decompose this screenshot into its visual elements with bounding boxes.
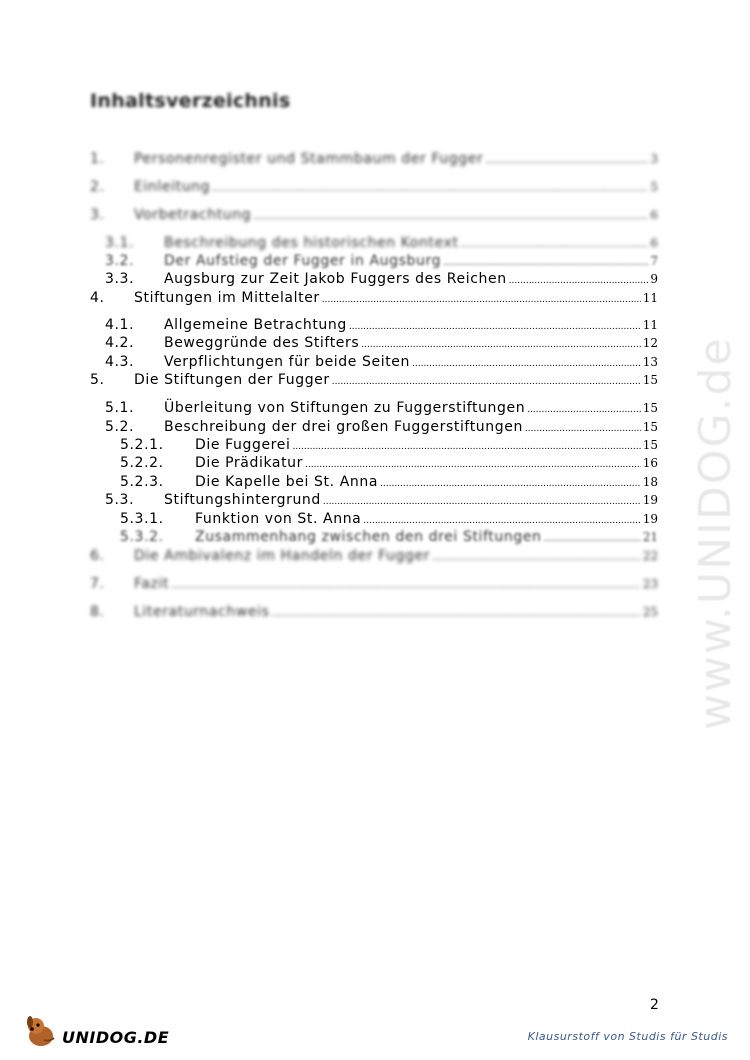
toc-entry-label: Die Kapelle bei St. Anna: [195, 474, 379, 490]
toc-entry: [90, 547, 658, 565]
toc-entry: [105, 252, 658, 270]
toc-entry-label: Literaturnachweis: [134, 604, 270, 620]
toc-entry-page: 15: [642, 438, 658, 452]
toc-entry: [90, 206, 658, 224]
toc-leader-dots: [527, 401, 641, 419]
toc-entry: [105, 418, 658, 436]
toc-entry-label: Zusammenhang zwischen den drei Stiftungen: [195, 529, 542, 545]
toc-entry-page: 11: [642, 318, 658, 332]
toc-leader-dots: [485, 152, 648, 170]
toc-entry: [90, 575, 658, 593]
dog-mascot-icon: [24, 1014, 58, 1048]
toc-entry-label: Die Ambivalenz im Handeln der Fugger: [134, 548, 431, 564]
toc-entry-label: Verpflichtungen für beide Seiten: [164, 354, 410, 370]
toc-entry: [105, 234, 658, 252]
toc-entry-page: 5: [650, 180, 658, 194]
toc-leader-dots: [323, 493, 641, 511]
toc-entry-page: 15: [642, 401, 658, 415]
toc-entry-label: Die Prädikatur: [195, 455, 303, 471]
toc-entry: [120, 510, 658, 528]
toc-entry-number: 5.: [90, 372, 105, 388]
toc-leader-dots: [509, 272, 649, 290]
toc-entry-label: Personenregister und Stammbaum der Fugger: [134, 151, 484, 167]
toc-entry: [105, 334, 658, 352]
toc-entry-number: 1.: [90, 151, 105, 167]
toc-entry-label: Stiftungshintergrund: [164, 492, 321, 508]
toc-entry-number: 2.: [90, 179, 105, 195]
watermark-text: www.UNIDOG.de: [690, 336, 741, 730]
toc-entry-number: 4.1.: [105, 317, 135, 333]
toc-entry: [90, 371, 658, 389]
toc-entry-page: 15: [642, 373, 658, 387]
toc-entry-label: Die Stiftungen der Fugger: [134, 372, 330, 388]
toc-entry-label: Fazit: [134, 576, 170, 592]
toc-entry-number: 4.: [90, 290, 105, 306]
toc-entry-page: 22: [642, 549, 658, 563]
brand-name: UNIDOG.DE: [62, 1028, 170, 1047]
toc-entry-label: Augsburg zur Zeit Jakob Fuggers des Reichen: [164, 271, 507, 287]
toc-entry-page: 6: [650, 208, 658, 222]
toc-entry-label: Vorbetrachtung: [134, 207, 252, 223]
toc-entry-page: 19: [642, 512, 658, 526]
toc-entry-number: 4.3.: [105, 354, 135, 370]
toc-entry-number: 8.: [90, 604, 105, 620]
toc-entry: [90, 603, 658, 621]
toc-entry-page: 19: [642, 493, 658, 507]
toc-leader-dots: [253, 208, 648, 226]
toc-entry: [105, 316, 658, 334]
toc-entry: [90, 289, 658, 307]
toc-entry-number: 3.3.: [105, 271, 135, 287]
toc-entry-number: 5.3.2.: [120, 529, 164, 545]
toc-entry: [120, 436, 658, 454]
toc-entry-number: 3.: [90, 207, 105, 223]
toc-entry-label: Funktion von St. Anna: [195, 511, 362, 527]
toc-entry-label: Beschreibung des historischen Kontext: [164, 235, 459, 251]
toc-entry-label: Die Fuggerei: [195, 437, 291, 453]
toc-entry: [120, 528, 658, 546]
toc-leader-dots: [212, 180, 648, 198]
toc-leader-dots: [432, 549, 641, 567]
toc-entry-label: Überleitung von Stiftungen zu Fuggerstiftungen: [164, 400, 526, 416]
toc-entry-page: 25: [642, 605, 658, 619]
toc-entry-label: Einleitung: [134, 179, 211, 195]
unidog-logo: [22, 1012, 170, 1052]
toc-entry-page: 6: [650, 236, 658, 250]
toc-entry: [105, 270, 658, 288]
toc-entry-page: 13: [642, 355, 658, 369]
toc-leader-dots: [171, 577, 641, 595]
toc-entry-page: 16: [642, 456, 658, 470]
toc-entry-number: 5.2.2.: [120, 455, 164, 471]
toc-entry-number: 5.2.: [105, 419, 135, 435]
toc-entry-number: 5.3.1.: [120, 511, 164, 527]
toc-entry-label: Der Aufstieg der Fugger in Augsburg: [164, 253, 442, 269]
toc-leader-dots: [361, 336, 640, 354]
toc-entry-number: 3.1.: [105, 235, 135, 251]
toc-entry-page: 3: [650, 152, 658, 166]
page-number: 2: [650, 997, 659, 1013]
toc-entry-number: 4.2.: [105, 335, 135, 351]
toc-entry-page: 7: [650, 254, 658, 268]
toc-entry-number: 5.2.3.: [120, 474, 164, 490]
footer-tagline: Klausurstoff von Studis für Studis: [527, 1030, 728, 1043]
toc-entry-page: 21: [642, 530, 658, 544]
toc-entry: [90, 150, 658, 168]
toc-entry-number: 5.2.1.: [120, 437, 164, 453]
toc-entry-label: Beweggründe des Stifters: [164, 335, 360, 351]
toc-entry-number: 3.2.: [105, 253, 135, 269]
toc-entry-number: 7.: [90, 576, 105, 592]
toc-entry-label: Beschreibung der drei großen Fuggerstiftungen: [164, 419, 523, 435]
toc-entry-page: 9: [650, 272, 658, 286]
toc-entry-page: 12: [642, 336, 658, 350]
toc-entry-label: Allgemeine Betrachtung: [164, 317, 347, 333]
toc-entry: [90, 178, 658, 196]
toc-entry: [120, 473, 658, 491]
toc-title: Inhaltsverzeichnis: [90, 90, 291, 112]
toc-entry: [120, 454, 658, 472]
toc-entry-number: 6.: [90, 548, 105, 564]
toc-leader-dots: [271, 605, 640, 623]
toc-entry-page: 11: [642, 291, 658, 305]
toc-entry: [105, 491, 658, 509]
toc-leader-dots: [322, 291, 641, 309]
toc-entry-page: 15: [642, 420, 658, 434]
toc-leader-dots: [305, 456, 641, 474]
toc-entry: [105, 399, 658, 417]
toc-leader-dots: [332, 373, 641, 391]
toc-leader-dots: [544, 530, 641, 548]
toc-entry-label: Stiftungen im Mittelalter: [134, 290, 320, 306]
toc-entry-page: 18: [642, 475, 658, 489]
toc-entry-page: 23: [642, 577, 658, 591]
toc-entry-number: 5.1.: [105, 400, 135, 416]
toc-entry-number: 5.3.: [105, 492, 135, 508]
toc-entry: [105, 353, 658, 371]
